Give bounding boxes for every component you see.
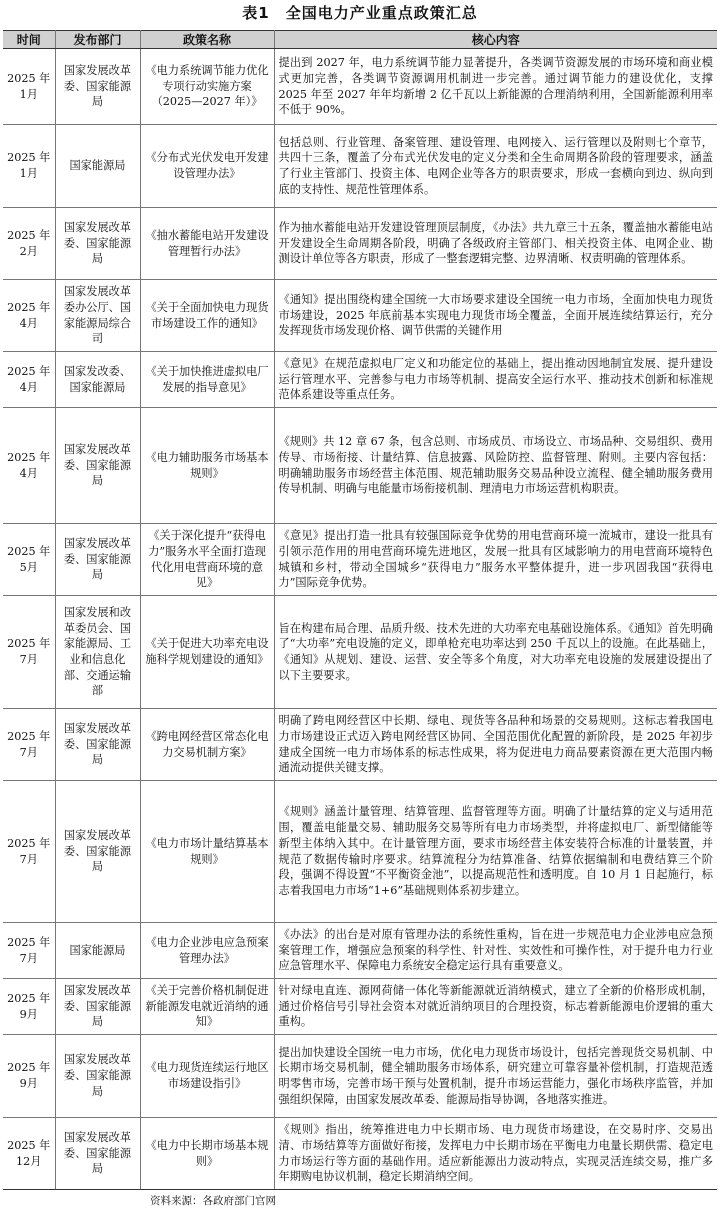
row-policy-name: 《关于深化提升“获得电力”服务水平全面打造现代化用电营商环境的意见》	[140, 524, 274, 596]
source-note: 资料来源：各政府部门官网	[150, 1195, 276, 1207]
header-time: 时间	[3, 31, 55, 49]
row-time: 2025 年 9月	[3, 1035, 55, 1118]
table-body	[3, 49, 717, 1190]
table-row	[3, 352, 717, 408]
row-policy-name: 《电力中长期市场基本规则》	[140, 1118, 274, 1190]
row-dept: 国家发展改革委、国家能源局	[55, 709, 140, 781]
row-time: 2025 年 7月	[3, 923, 55, 979]
row-time: 2025 年 7月	[3, 596, 55, 709]
row-core-content: 《规则》共 12 章 67 条，包含总则、市场成员、市场设立、市场品种、交易组织、费用传导、市场衔接、计量结算、信息披露、风险防控、监督管理、附则。主要内容包括：明确辅助服务市场经营主体范围、规范辅助服务交易品种设立流程、健全辅助服务费用传导机制、明确与电能量市场衔接机制、理清电力市场运营机构职责。	[274, 408, 717, 524]
row-dept: 国家发展改革委、国家能源局	[55, 1118, 140, 1190]
row-time: 2025 年 9月	[3, 979, 55, 1035]
row-policy-name: 《关于完善价格机制促进新能源发电就近消纳的通知》	[140, 979, 274, 1035]
policy-table	[3, 30, 717, 1190]
table-row	[3, 524, 717, 596]
row-core-content: 明确了跨电网经营区中长期、绿电、现货等各品种和场景的交易规则。这标志着我国电力市场建设正式迈入跨电网经营区协同、全国范围优化配置的新阶段，是 2025 年初步建成全国统一电力市场体系的标志性成果，将为促进电力商品要素资源在更大范围内畅通流动提供关键支撑。	[274, 709, 717, 781]
row-dept: 国家发展改革委办公厅、国家能源局综合司	[55, 280, 140, 352]
row-dept: 国家发展改革委、国家能源局	[55, 208, 140, 280]
table-row	[3, 596, 717, 709]
row-dept: 国家能源局	[55, 125, 140, 208]
row-time: 2025 年 2月	[3, 208, 55, 280]
header-core-content: 核心内容	[274, 31, 717, 49]
row-policy-name: 《关于全面加快电力现货市场建设工作的通知》	[140, 280, 274, 352]
row-time: 2025 年 1月	[3, 125, 55, 208]
row-dept: 国家发展改革委、国家能源局	[55, 781, 140, 923]
row-core-content: 《办法》的出台是对原有管理办法的系统性重构，旨在进一步规范电力企业涉电应急预案管理工作，增强应急预案的科学性、针对性、实效性和可操作性，对于提升电力行业应急管理水平、保障电力系统安全稳定运行具有重要意义。	[274, 923, 717, 979]
row-dept: 国家发展改革委、国家能源局	[55, 49, 140, 125]
table-row	[3, 125, 717, 208]
row-core-content: 作为抽水蓄能电站开发建设管理顶层制度，《办法》共九章三十五条，覆盖抽水蓄能电站开发建设全生命周期各阶段，明确了各级政府主管部门、相关投资主体、电网企业、勘测设计单位等各方职责，形成了一整套逻辑完整、边界清晰、权责明确的管理体系。	[274, 208, 717, 280]
table-row	[3, 781, 717, 923]
table-title: 表1 全国电力产业重点政策汇总	[242, 4, 478, 22]
row-policy-name: 《分布式光伏发电开发建设管理办法》	[140, 125, 274, 208]
table-row	[3, 1118, 717, 1190]
row-core-content: 提出加快建设全国统一电力市场，优化电力现货市场设计，包括完善现货交易机制、中长期市场交易机制，健全辅助服务市场体系，研究建立可靠容量补偿机制，打造规范透明零售市场，完善市场干预与处置机制，提升市场运营能力，强化市场秩序监管，并加强组织保障，由国家发展改革委、能源局指导协调，各地落实推进。	[274, 1035, 717, 1118]
row-policy-name: 《电力企业涉电应急预案管理办法》	[140, 923, 274, 979]
table-row	[3, 1035, 717, 1118]
row-time: 2025 年 4月	[3, 280, 55, 352]
row-policy-name: 《跨电网经营区常态化电力交易机制方案》	[140, 709, 274, 781]
header-policy-name: 政策名称	[140, 31, 274, 49]
table-header-row	[3, 31, 717, 49]
row-core-content: 《通知》提出围绕构建全国统一大市场要求建设全国统一电力市场，全面加快电力现货市场建设，2025 年底前基本实现电力现货市场全覆盖，全面开展连续结算运行，充分发挥现货市场发现价格、调节供需的关键作用	[274, 280, 717, 352]
row-core-content: 旨在构建布局合理、品质升级、技术先进的大功率充电基础设施体系。《通知》首先明确了“大功率”充电设施的定义，即单枪充电功率达到 250 千瓦以上的设施。在此基础上，《通知》从规划、建设、运营、安全等多个角度，对大功率充电设施的发展建设提出了以下主要要求。	[274, 596, 717, 709]
row-core-content: 提出到 2027 年，电力系统调节能力显著提升，各类调节资源发展的市场环境和商业模式更加完善，各类调节资源调用机制进一步完善。通过调节能力的建设优化，支撑 2025 年至 2027 年年均新增 2 亿千瓦以上新能源的合理消纳利用，全国新能源利用率不低于 90%。	[274, 49, 717, 125]
row-time: 2025 年 7月	[3, 781, 55, 923]
row-time: 2025 年 4月	[3, 352, 55, 408]
row-policy-name: 《电力市场计量结算基本规则》	[140, 781, 274, 923]
row-core-content: 《意见》提出打造一批具有较强国际竞争优势的用电营商环境一流城市，建设一批具有引领示范作用的用电营商环境先进地区，发展一批具有区域影响力的用电营商环境特色城镇和乡村，带动全国城乡“获得电力”服务水平整体提升，进一步巩固我国“获得电力”国际竞争优势。	[274, 524, 717, 596]
row-core-content: 《规则》涵盖计量管理、结算管理、监督管理等方面。明确了计量结算的定义与适用范围，覆盖电能量交易、辅助服务交易等所有电力市场类型，并将虚拟电厂、新型储能等新型主体纳入其中。在计量管理方面，要求市场经营主体安装符合标准的计量装置，并规范了数据传输时序要求。结算流程分为结算准备、结算依据编制和电费结算三个阶段，强调不得设置“不平衡资金池”，以提高规范性和透明度。自 10 月 1 日起施行，标志着我国电力市场“1+6”基础规则体系初步建立。	[274, 781, 717, 923]
row-policy-name: 《电力现货连续运行地区市场建设指引》	[140, 1035, 274, 1118]
table-row	[3, 280, 717, 352]
table-row	[3, 709, 717, 781]
row-time: 2025 年 4月	[3, 408, 55, 524]
row-time: 2025 年 12月	[3, 1118, 55, 1190]
row-dept: 国家发改委、国家能源局	[55, 352, 140, 408]
row-time: 2025 年 5月	[3, 524, 55, 596]
row-dept: 国家发展改革委、国家能源局	[55, 979, 140, 1035]
row-time: 2025 年 1月	[3, 49, 55, 125]
table-row	[3, 49, 717, 125]
row-core-content: 《规则》指出，统筹推进电力中长期市场、电力现货市场建设，在交易时序、交易出清、市场结算等方面做好衔接，发挥电力中长期市场在平衡电力电量长期供需、稳定电力市场运行等方面的基础作用。适应新能源出力波动特点，实现灵活连续交易，推广多年期购电协议机制，稳定长期消纳空间。	[274, 1118, 717, 1190]
table-row	[3, 923, 717, 979]
row-dept: 国家发展改革委、国家能源局	[55, 1035, 140, 1118]
table-row	[3, 979, 717, 1035]
header-dept: 发布部门	[55, 31, 140, 49]
row-policy-name: 《关于加快推进虚拟电厂发展的指导意见》	[140, 352, 274, 408]
row-dept: 国家发展和改革委员会、国家能源局、工业和信息化部、交通运输部	[55, 596, 140, 709]
row-core-content: 针对绿电直连、源网荷储一体化等新能源就近消纳模式，建立了全新的价格形成机制，通过价格信号引导社会资本对就近消纳项目的合理投资，标志着新能源电价逻辑的重大重构。	[274, 979, 717, 1035]
row-policy-name: 《关于促进大功率充电设施科学规划建设的通知》	[140, 596, 274, 709]
row-dept: 国家发展改革委、国家能源局	[55, 524, 140, 596]
table-row	[3, 208, 717, 280]
row-policy-name: 《电力系统调节能力优化专项行动实施方案（2025—2027 年）》	[140, 49, 274, 125]
row-policy-name: 《电力辅助服务市场基本规则》	[140, 408, 274, 524]
row-dept: 国家发展改革委、国家能源局	[55, 408, 140, 524]
row-policy-name: 《抽水蓄能电站开发建设管理暂行办法》	[140, 208, 274, 280]
row-time: 2025 年 7月	[3, 709, 55, 781]
row-dept: 国家能源局	[55, 923, 140, 979]
row-core-content: 《意见》在规范虚拟电厂定义和功能定位的基础上，提出推动因地制宜发展、提升建设运行管理水平、完善参与电力市场等机制、提高安全运行水平、推动技术创新和标准规范体系建设等重点任务。	[274, 352, 717, 408]
table-row	[3, 408, 717, 524]
row-core-content: 包括总则、行业管理、备案管理、建设管理、电网接入、运行管理以及附则七个章节，共四十三条，覆盖了分布式光伏发电的定义分类和全生命周期各阶段的管理要求，涵盖了行业主管部门、投资主体、电网企业等各方的职责要求，形成一套横向到边、纵向到底的支持性、规范性管理体系。	[274, 125, 717, 208]
